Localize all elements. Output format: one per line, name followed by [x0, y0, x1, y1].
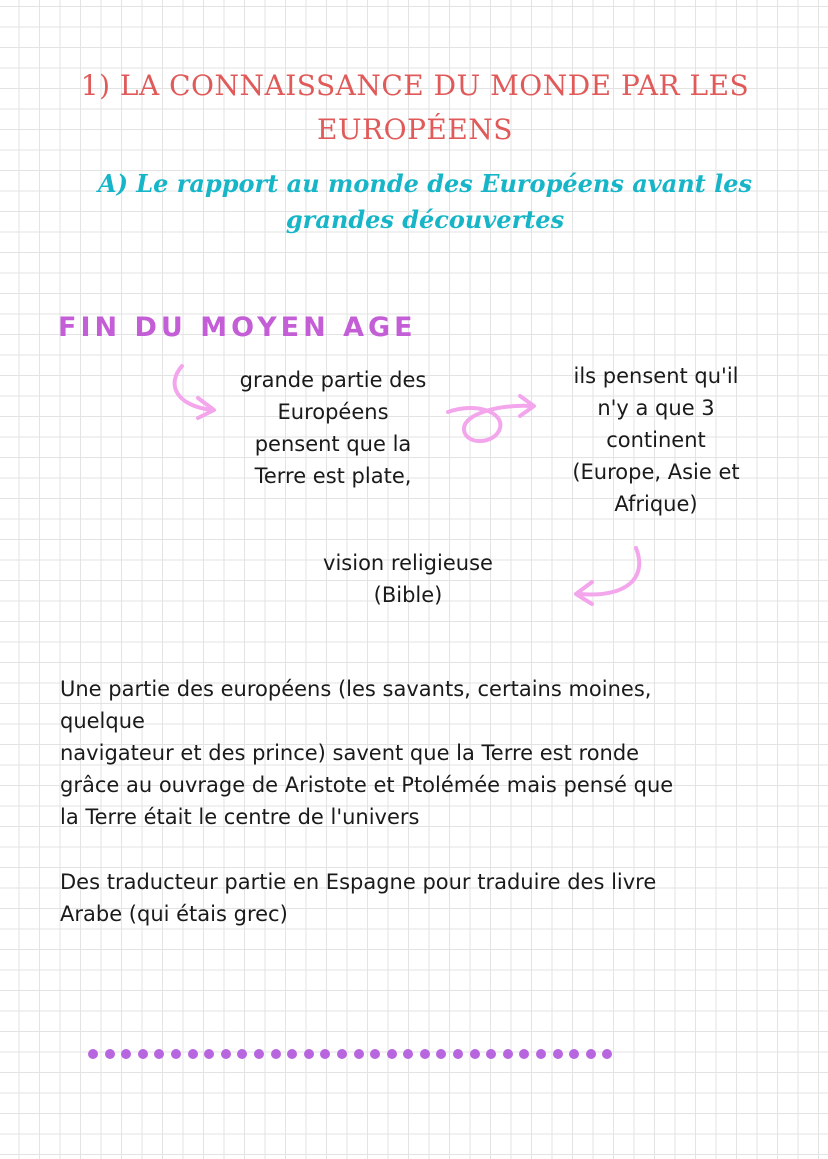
divider-dot [138, 1049, 148, 1059]
divider-dot [403, 1049, 413, 1059]
divider-dot [237, 1049, 247, 1059]
divider-dot [171, 1049, 181, 1059]
divider-dot [337, 1049, 347, 1059]
period-heading: FIN DU MOYEN AGE [58, 312, 417, 343]
divider-dot [188, 1049, 198, 1059]
divider-dot [88, 1049, 98, 1059]
divider-dot [354, 1049, 364, 1059]
divider-dot [287, 1049, 297, 1059]
note-flat-earth: grande partie des Européens pensent que la Terre est plate, [239, 368, 427, 488]
divider-dot [420, 1049, 430, 1059]
paragraph-translators: Des traducteur partie en Espagne pour traduire des livre Arabe (qui étais grec) [60, 870, 657, 926]
divider-dot [602, 1049, 612, 1059]
divider-dot [320, 1049, 330, 1059]
paragraph-round-earth: Une partie des européens (les savants, certains moines, quelque navigateur et des prince) savent que la Terre est ronde grâce au ouvrage de Aristote et Ptolémée mais pensé que la Terre était le centre de l'univers [60, 677, 674, 829]
note-three-continents: ils pensent qu'il n'y a que 3 continent (Europe, Asie et Afrique) [572, 364, 740, 516]
divider-dot [105, 1049, 115, 1059]
divider-dot [519, 1049, 529, 1059]
divider-dot [586, 1049, 596, 1059]
divider-dot [569, 1049, 579, 1059]
divider-dot [370, 1049, 380, 1059]
note-religious-vision: vision religieuse (Bible) [323, 551, 493, 607]
divider-dot [271, 1049, 281, 1059]
section-subtitle: A) Le rapport au monde des Européens avant les grandes découvertes [97, 169, 753, 234]
divider-dot [553, 1049, 563, 1059]
dotted-divider [88, 1049, 612, 1059]
divider-dot [503, 1049, 513, 1059]
divider-dot [154, 1049, 164, 1059]
divider-dot [536, 1049, 546, 1059]
divider-dot [304, 1049, 314, 1059]
divider-dot [204, 1049, 214, 1059]
divider-dot [470, 1049, 480, 1059]
divider-dot [387, 1049, 397, 1059]
page-title: 1) LA CONNAISSANCE DU MONDE PAR LES EUROPÉENS [80, 69, 750, 146]
divider-dot [436, 1049, 446, 1059]
divider-dot [453, 1049, 463, 1059]
divider-dot [121, 1049, 131, 1059]
divider-dot [221, 1049, 231, 1059]
divider-dot [486, 1049, 496, 1059]
divider-dot [254, 1049, 264, 1059]
